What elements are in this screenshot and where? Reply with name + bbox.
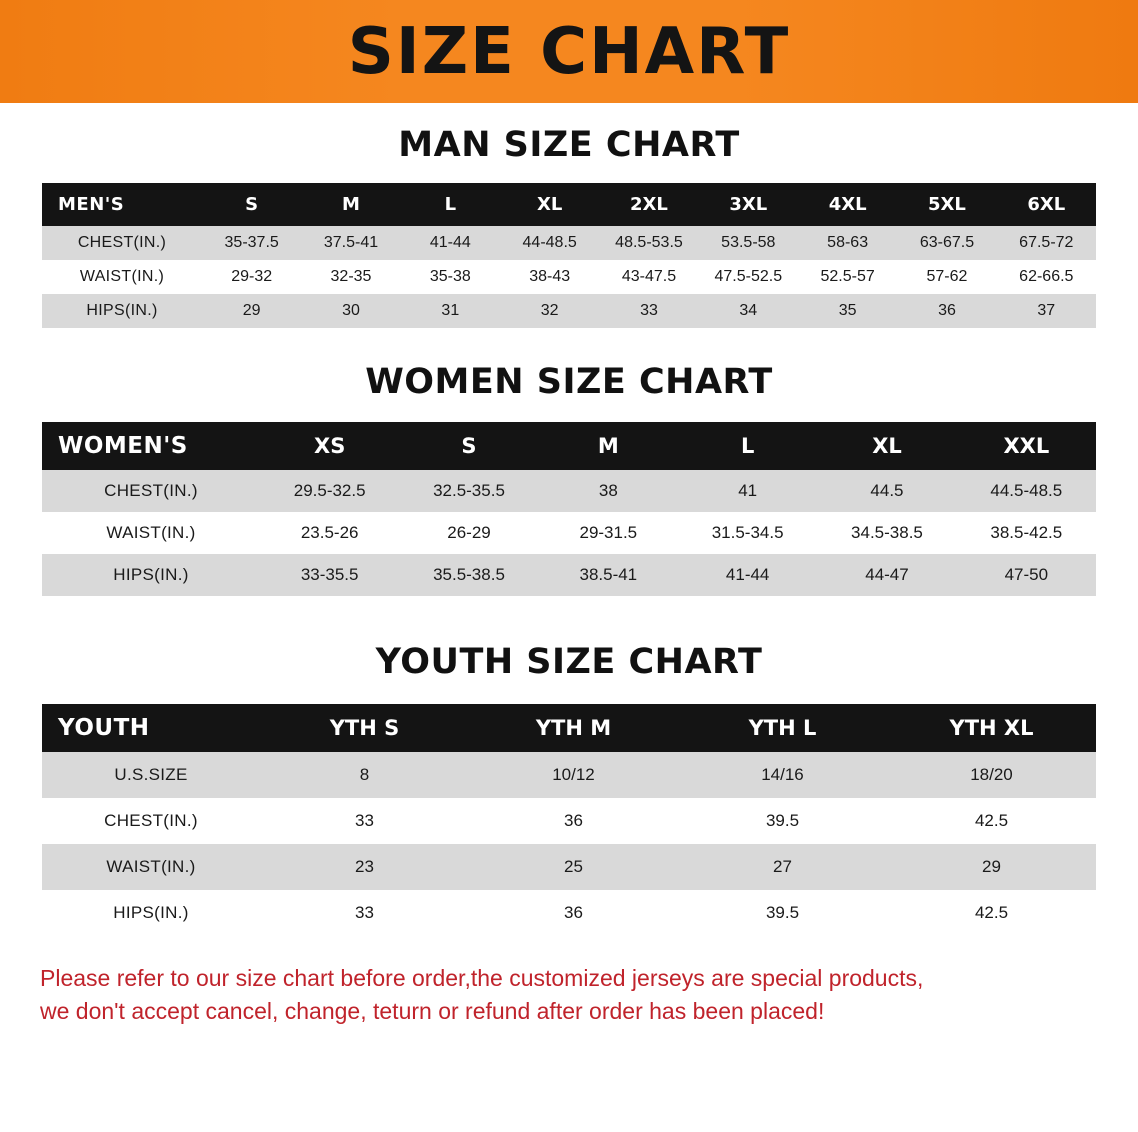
cell: 29-32 [202,260,301,294]
cell: 25 [469,844,678,890]
men-header-2xl: 2XL [599,183,698,226]
youth-table-header [42,704,1096,752]
cell: 38 [539,470,678,512]
cell: 33 [599,294,698,328]
men-header-3xl: 3XL [699,183,798,226]
women-header-label: WOMEN'S [42,422,260,470]
row-label: WAIST(IN.) [42,512,260,554]
youth-size-table-wrapper [42,704,1096,936]
row-label: U.S.SIZE [42,752,260,798]
table-row [42,294,1096,328]
men-header-4xl: 4XL [798,183,897,226]
table-header-row [42,422,1096,470]
cell: 63-67.5 [897,226,996,260]
cell: 34 [699,294,798,328]
cell: 42.5 [887,798,1096,844]
cell: 37 [997,294,1096,328]
cell: 29 [202,294,301,328]
row-label: CHEST(IN.) [42,226,202,260]
policy-note-line-2: we don't accept cancel, change, teturn or refund after order has been placed! [40,998,825,1025]
cell: 67.5-72 [997,226,1096,260]
cell: 23 [260,844,469,890]
cell: 52.5-57 [798,260,897,294]
women-section-title: WOMEN SIZE CHART [365,362,773,402]
women-table-header [42,422,1096,470]
cell: 36 [897,294,996,328]
table-row [42,752,1096,798]
size-chart-banner [0,0,1138,103]
cell: 33 [260,798,469,844]
cell: 62-66.5 [997,260,1096,294]
cell: 38.5-42.5 [957,512,1096,554]
cell: 10/12 [469,752,678,798]
man-table-body [42,226,1096,328]
cell: 35.5-38.5 [399,554,538,596]
cell: 37.5-41 [301,226,400,260]
cell: 39.5 [678,890,887,936]
man-table-header [42,183,1096,226]
table-row [42,512,1096,554]
table-row [42,260,1096,294]
cell: 47-50 [957,554,1096,596]
table-header-row [42,183,1096,226]
table-row [42,554,1096,596]
men-header-s: S [202,183,301,226]
cell: 38.5-41 [539,554,678,596]
cell: 14/16 [678,752,887,798]
cell: 44-47 [817,554,956,596]
youth-section-title: YOUTH SIZE CHART [375,642,763,682]
cell: 35 [798,294,897,328]
cell: 30 [301,294,400,328]
cell: 41 [678,470,817,512]
women-header-xs: XS [260,422,399,470]
cell: 43-47.5 [599,260,698,294]
row-label: CHEST(IN.) [42,798,260,844]
cell: 31.5-34.5 [678,512,817,554]
cell: 23.5-26 [260,512,399,554]
cell: 57-62 [897,260,996,294]
cell: 31 [401,294,500,328]
cell: 53.5-58 [699,226,798,260]
policy-note [40,962,1098,1029]
cell: 33 [260,890,469,936]
youth-header-xl: YTH XL [887,704,1096,752]
men-header-m: M [301,183,400,226]
row-label: HIPS(IN.) [42,294,202,328]
row-label: HIPS(IN.) [42,890,260,936]
cell: 42.5 [887,890,1096,936]
cell: 32 [500,294,599,328]
man-section-title: MAN SIZE CHART [398,125,740,165]
cell: 44.5-48.5 [957,470,1096,512]
youth-header-label: YOUTH [42,704,260,752]
row-label: WAIST(IN.) [42,844,260,890]
women-size-table [42,422,1096,596]
women-header-l: L [678,422,817,470]
cell: 35-38 [401,260,500,294]
table-row [42,470,1096,512]
women-header-m: M [539,422,678,470]
policy-note-line-1: Please refer to our size chart before order,the customized jerseys are special products, [40,965,924,991]
cell: 18/20 [887,752,1096,798]
row-label: HIPS(IN.) [42,554,260,596]
cell: 26-29 [399,512,538,554]
cell: 32.5-35.5 [399,470,538,512]
man-size-table [42,183,1096,328]
cell: 38-43 [500,260,599,294]
table-row [42,890,1096,936]
man-size-table-wrapper [42,183,1096,328]
cell: 29.5-32.5 [260,470,399,512]
men-header-label: MEN'S [42,183,202,226]
women-header-xxl: XXL [957,422,1096,470]
cell: 41-44 [678,554,817,596]
cell: 47.5-52.5 [699,260,798,294]
youth-table-body [42,752,1096,936]
cell: 48.5-53.5 [599,226,698,260]
table-row [42,226,1096,260]
table-row [42,844,1096,890]
cell: 32-35 [301,260,400,294]
cell: 29 [887,844,1096,890]
row-label: WAIST(IN.) [42,260,202,294]
youth-header-m: YTH M [469,704,678,752]
row-label: CHEST(IN.) [42,470,260,512]
cell: 39.5 [678,798,887,844]
youth-header-s: YTH S [260,704,469,752]
women-header-s: S [399,422,538,470]
page-title: SIZE CHART [347,14,791,89]
cell: 35-37.5 [202,226,301,260]
cell: 41-44 [401,226,500,260]
cell: 58-63 [798,226,897,260]
table-row [42,798,1096,844]
cell: 36 [469,798,678,844]
cell: 8 [260,752,469,798]
cell: 44.5 [817,470,956,512]
women-table-body [42,470,1096,596]
table-header-row [42,704,1096,752]
women-header-xl: XL [817,422,956,470]
youth-size-table [42,704,1096,936]
cell: 36 [469,890,678,936]
cell: 27 [678,844,887,890]
cell: 34.5-38.5 [817,512,956,554]
men-header-l: L [401,183,500,226]
youth-header-l: YTH L [678,704,887,752]
cell: 29-31.5 [539,512,678,554]
women-size-table-wrapper [42,422,1096,596]
men-header-5xl: 5XL [897,183,996,226]
cell: 33-35.5 [260,554,399,596]
men-header-xl: XL [500,183,599,226]
cell: 44-48.5 [500,226,599,260]
men-header-6xl: 6XL [997,183,1096,226]
